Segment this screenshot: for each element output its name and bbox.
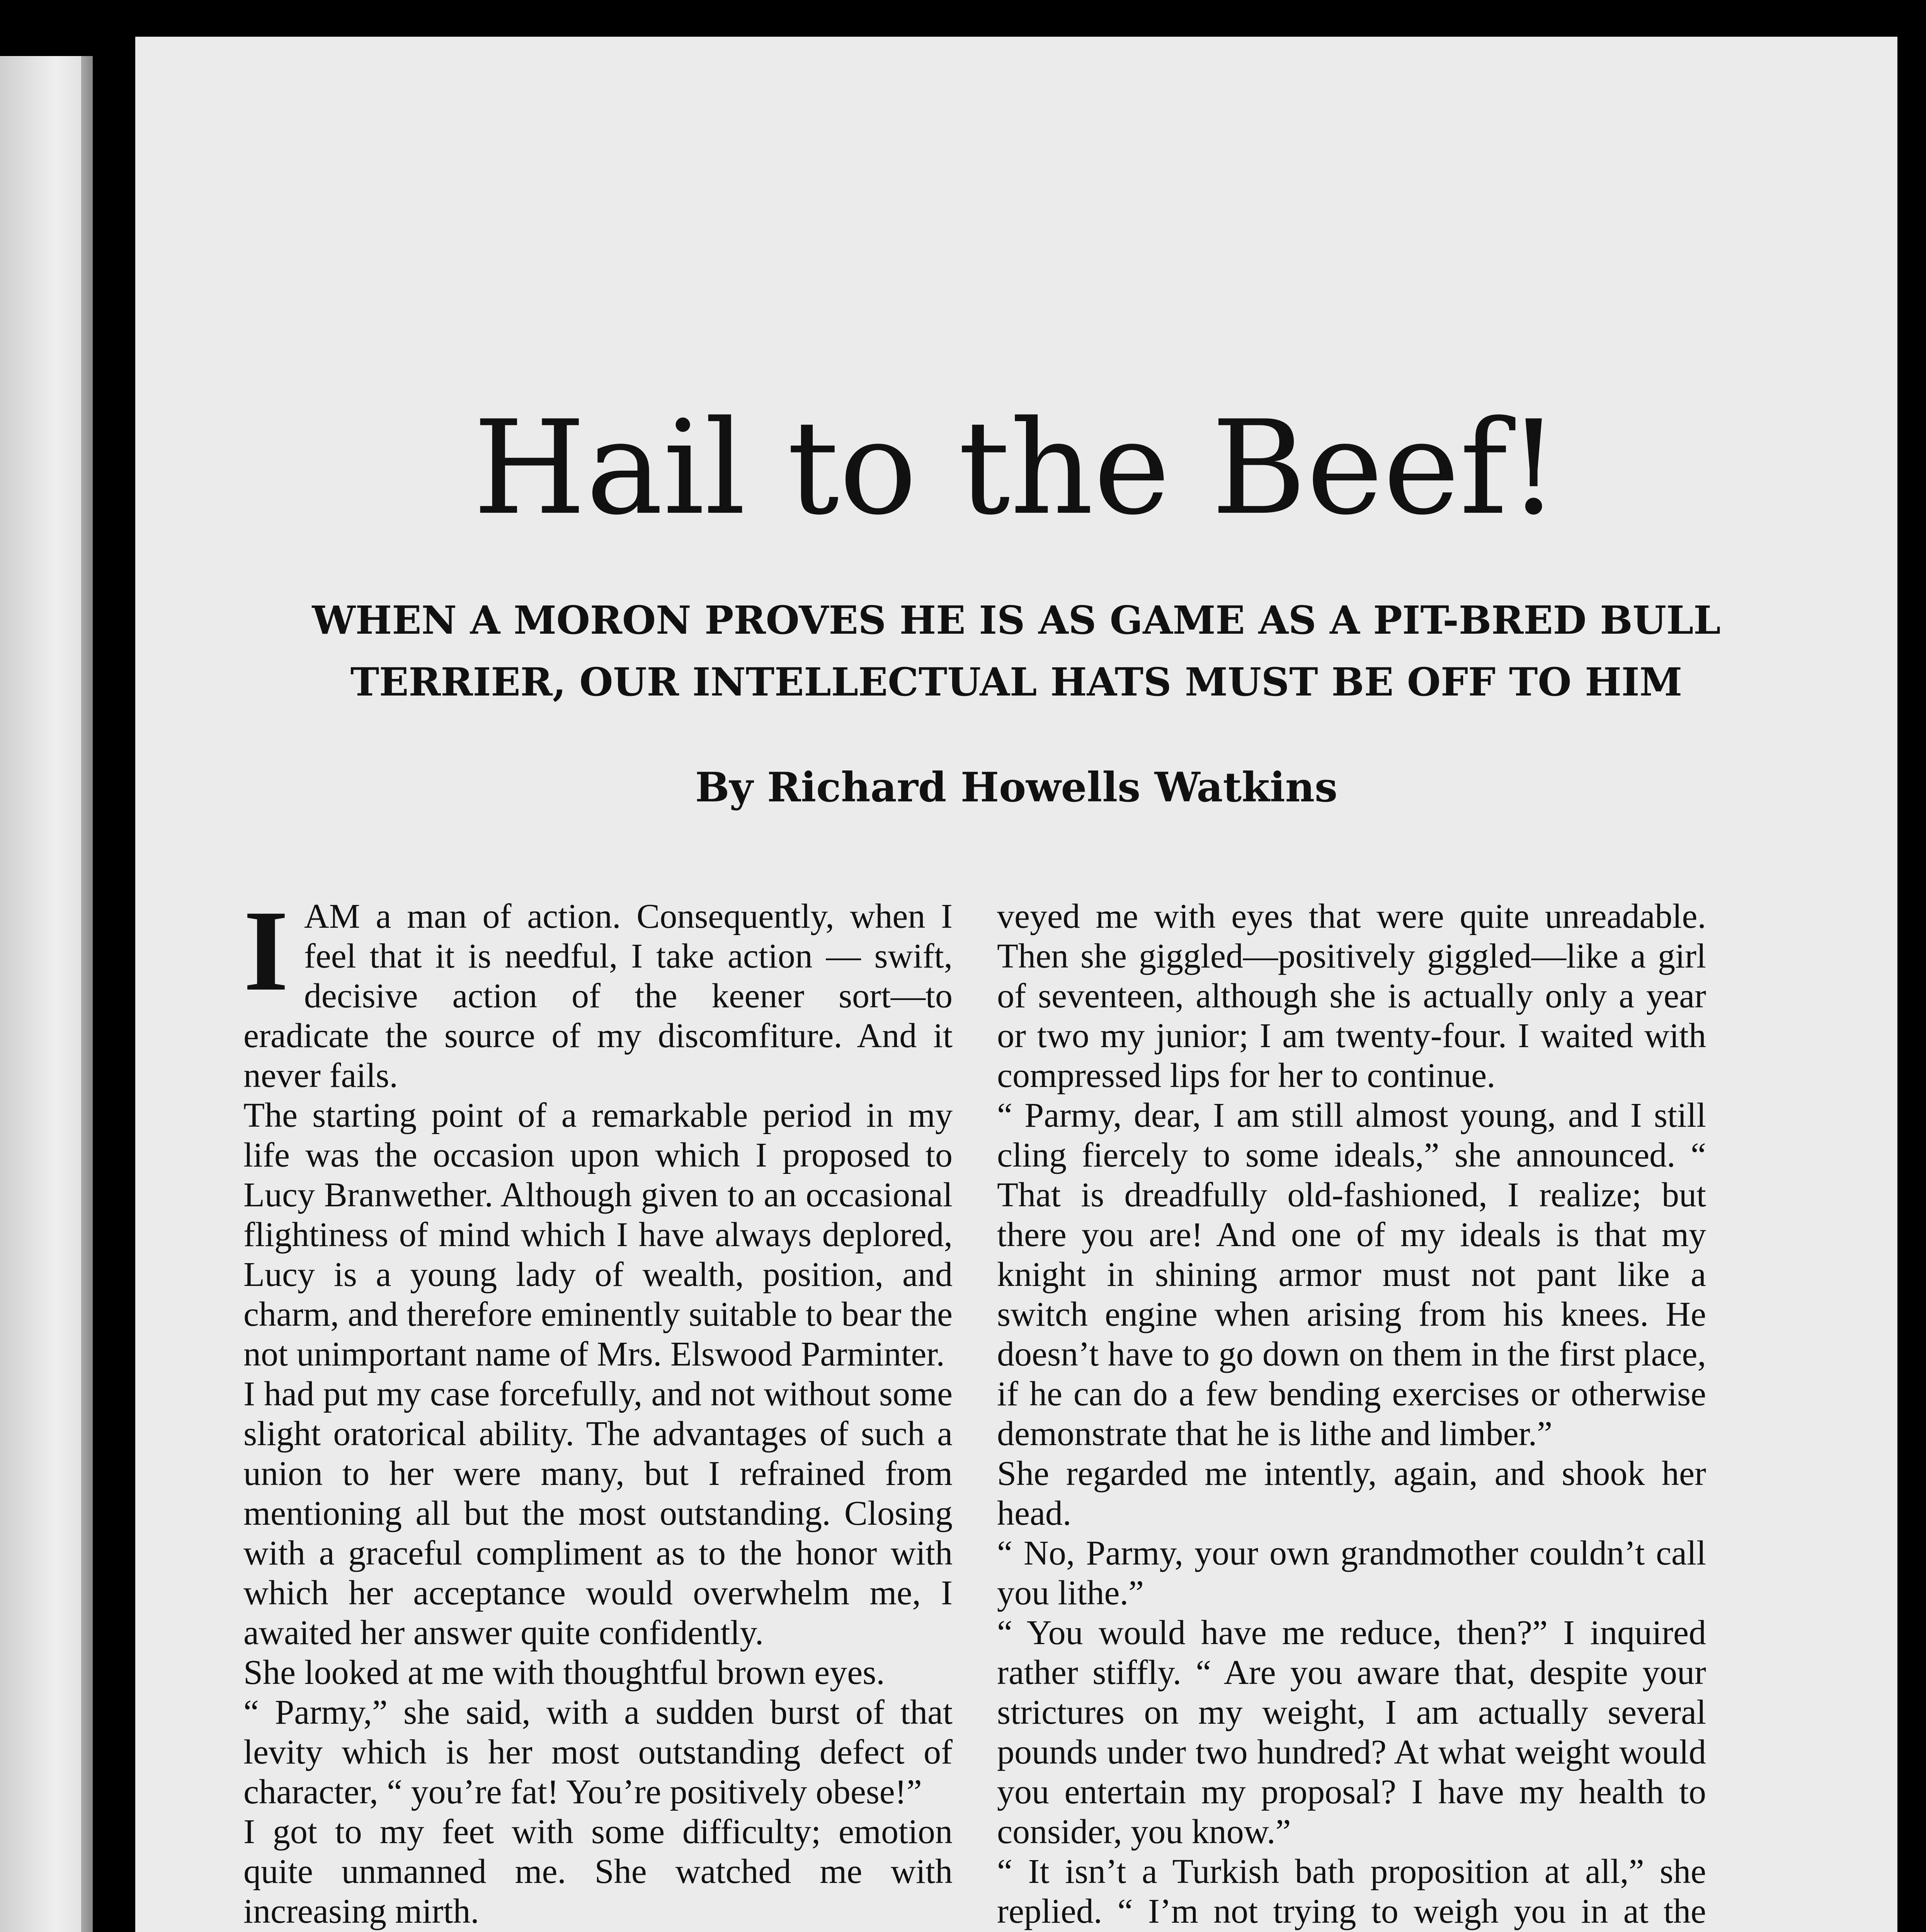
article-byline: By Richard Howells Watkins — [695, 763, 1338, 811]
paragraph: The starting point of a remarkable period in my life was the occasion upon which I proposed to Lucy Branwether. Although given to an occasional flightiness of mind which I have always deplored, Lucy is a young lady of wealth, position, and charm, and therefore eminently suitable to bear the not unimportant name of Mrs. Elswood Parminter. — [243, 1096, 953, 1373]
subtitle-line-1: WHEN A MORON PROVES HE IS AS GAME AS A PIT-BRED BULL — [312, 597, 1721, 643]
paragraph: She looked at me with thoughtful brown eyes. — [243, 1653, 885, 1692]
paragraph: I had put my case forcefully, and not without some slight oratorical ability. The advantages of such a union to her were many, but I refrained from mentioning all but the most outstanding. Closing with a graceful compliment as to the honor with which her acceptance would overwhelm me, I awaited her answer quite confidently. — [243, 1375, 953, 1652]
facing-page-edge — [0, 56, 93, 1932]
text-column-left — [243, 886, 953, 1932]
paragraph: “ No, Parmy, your own grandmother couldn’t call you lithe.” — [997, 1534, 1706, 1612]
article-subtitle — [135, 589, 1897, 713]
paragraph: She regarded me intently, again, and shook her head. — [997, 1454, 1706, 1532]
subtitle-line-2: TERRIER, OUR INTELLECTUAL HATS MUST BE OFF TO HIM — [350, 659, 1683, 705]
magazine-page — [135, 37, 1897, 1932]
paragraph: “ It isn’t a Turkish bath proposition at all,” she replied. “ I’m not trying to weigh you in at the — [997, 1852, 1706, 1930]
text-column-right — [997, 896, 1706, 1932]
paragraph: “ You would have me reduce, then?” I inquired rather stiffly. “ Are you aware that, despite your strictures on my weight, I am actually several pounds under two hundred? At what weight would you entertain my proposal? I have my health to consider, you know.” — [997, 1614, 1706, 1851]
paragraph: veyed me with eyes that were quite unreadable. Then she giggled—positively giggled—like a girl of seventeen, although she is actually only a year or two my junior; I am twenty-four. I waited with compressed lips for her to continue. — [997, 897, 1706, 1095]
drop-cap: I — [243, 886, 289, 1015]
paragraph: “ Parmy, dear, I am still almost young, and I still cling fiercely to some ideals,” she announced. “ That is dreadfully old-fashioned, I realize; but there you are! And one of my ideals is that my knight in shining armor must not pant like a switch engine when arising from his knees. He doesn’t have to go down on them in the first place, if he can do a few bending exercises or otherwise demonstrate that he is lithe and limber.” — [997, 1096, 1706, 1453]
binding-shadow — [81, 56, 135, 1932]
paragraph: “ Parmy,” she said, with a sudden burst of that levity which is her most outstanding defect of character, “ you’re fat! You’re positively obese!” — [243, 1693, 953, 1811]
paragraph — [243, 886, 953, 1095]
paragraph: I got to my feet with some difficulty; emotion quite unmanned me. She watched me with increasing mirth. — [243, 1813, 953, 1930]
paragraph-text: AM a man of action. Consequently, when I feel that it is needful, I take action — swift, decisive action of the keener sort—to eradicate the source of my discomfiture. And it never fails. — [243, 897, 953, 1095]
article-title: Hail to the Beef! — [473, 393, 1560, 544]
